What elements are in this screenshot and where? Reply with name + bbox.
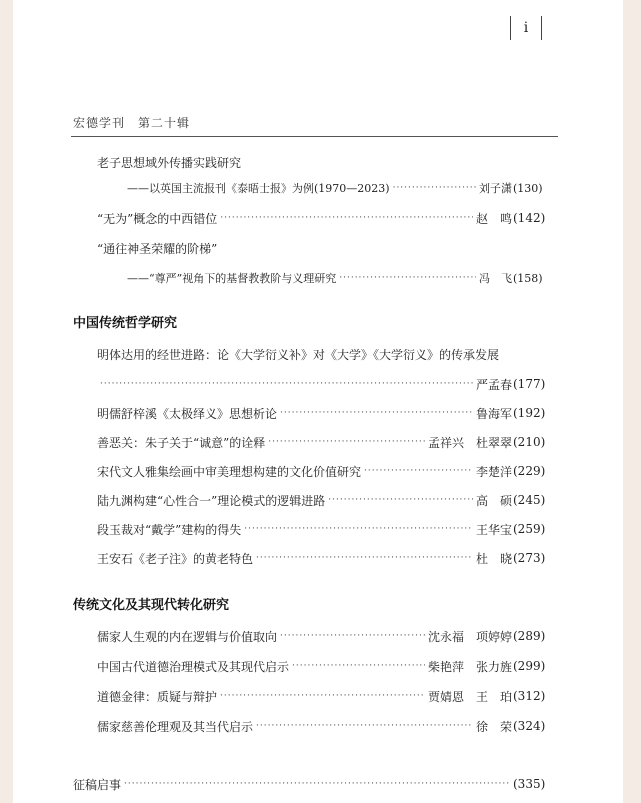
toc-entry-author: 沈永福 项婷婷 [427,629,512,644]
toc-entry-page: (245) [513,493,546,507]
toc-entry-page: (177) [513,377,546,391]
toc-entry-author: 柴艳萍 张力旌 [427,659,512,674]
toc-entry-title: 老子思想域外传播实践研究 [97,156,242,170]
toc-entry-author: 冯 飞 [479,272,512,285]
toc-entry-author: 李楚洋 [475,464,512,479]
toc-entry-author: 孟祥兴 杜翠翠 [427,435,512,450]
toc-entry-page: (299) [513,659,546,673]
dot-leader [292,659,425,673]
dot-leader [100,377,473,391]
toc-entry-author: 严孟春 [475,377,512,392]
dot-leader [364,464,473,478]
toc-entry-title: 陆九渊构建“心性合一”理论模式的逻辑进路 [97,493,326,508]
toc-entry-title: 善恶关：朱子关于“诚意”的诠释 [97,435,266,450]
toc-entry [97,208,553,228]
toc-entry-author: 王华宝 [475,522,512,537]
toc-entry-title: ——“尊严”视角下的基督教教阶与义理研究 [127,272,337,285]
toc-entry-page: (259) [513,522,546,536]
dot-leader [220,211,473,225]
toc-entry-author: 贾婧恩 王 珀 [427,689,512,704]
book-page [13,0,623,803]
dot-leader [220,689,425,703]
toc-entry [97,461,553,481]
toc-entry-page: (130) [513,181,543,195]
toc-entry-title: 中国古代道德治理模式及其现代启示 [97,659,290,674]
toc-entry-call-for-papers [73,774,553,794]
toc-entry-title: 王安石《老子注》的黄老特色 [97,551,254,566]
toc-entry-title: “无为”概念的中西错位 [97,211,218,226]
toc-entry-title: 明体达用的经世进路：论《大学衍义补》对《大学》《大学衍义》的传承发展 [97,348,500,362]
toc-entry-page: (273) [513,551,546,565]
toc-entry-title: 段玉裁对“戴学”建构的得失 [97,522,242,537]
dot-leader [393,181,476,195]
section-heading: 中国传统哲学研究 [73,316,178,331]
toc-entry-author: 赵 鸣 [475,211,512,226]
toc-entry [127,178,553,198]
toc-entry [97,490,553,510]
toc-entry [97,626,553,646]
toc-entry [97,519,553,539]
toc-entry-title: 宋代文人雅集绘画中审美理想构建的文化价值研究 [97,464,362,479]
toc-entry [97,374,553,394]
toc-entry-page: (289) [513,629,546,643]
toc-entry-page: (210) [513,435,546,449]
header-divider [71,136,558,137]
toc-entry-author: 鲁海军 [475,406,512,421]
toc-entry-page: (335) [513,777,546,791]
toc-entry [97,686,553,706]
toc-entry-author: 高 硕 [475,493,512,508]
toc-entry-title: 道德金律：质疑与辩护 [97,689,218,704]
dot-leader [244,522,473,536]
toc-entry [97,548,553,568]
dot-leader [268,435,425,449]
toc-entry-title: ——以英国主流报刊《泰晤士报》为例(1970—2023) [127,182,390,195]
page-number-box [510,16,542,40]
toc-entry-title: 明儒舒梓溪《太极绎义》思想析论 [97,406,278,421]
dot-leader [328,493,473,507]
toc-entry-author: 徐 荣 [475,719,512,734]
toc-entry-title: 儒家人生观的内在逻辑与价值取向 [97,629,278,644]
toc-entry-page: (312) [513,689,546,703]
toc-entry-page: (158) [513,271,543,285]
toc-entry-page: (324) [513,719,546,733]
section-heading: 传统文化及其现代转化研究 [73,598,230,613]
running-header: 宏德学刊 第二十辑 [73,116,191,130]
toc-entry-page: (142) [513,211,546,225]
toc-entry-title: 征稿启事 [73,777,122,792]
toc-entry [127,268,553,288]
toc-entry-page: (229) [513,464,546,478]
dot-leader [339,271,476,285]
dot-leader [256,551,473,565]
toc-entry-author: 刘子潇 [479,182,512,195]
page-number: i [523,20,529,36]
dot-leader [280,406,473,420]
toc-entry-page: (192) [513,406,546,420]
toc-entry-title: 儒家慈善伦理观及其当代启示 [97,719,254,734]
toc-entry-author: 杜 晓 [475,551,512,566]
toc-entry [97,403,553,423]
toc-entry [97,656,553,676]
toc-entry [97,716,553,736]
dot-leader [256,719,473,733]
toc-entry [97,432,553,452]
dot-leader [124,777,509,791]
dot-leader [280,629,425,643]
toc-entry-title: “通往神圣荣耀的阶梯” [97,242,218,256]
